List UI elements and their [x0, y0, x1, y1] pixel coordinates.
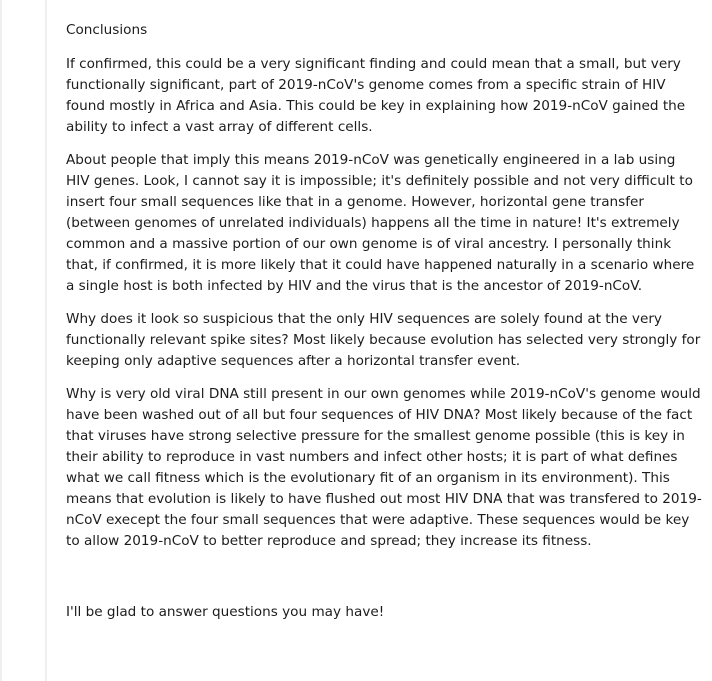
paragraph-spike-sites: Why does it look so suspicious that the only HIV sequences are solely found at the very functionally relevant spike sites? Most likely because evolution has selected very strongly for keeping only adaptive sequences after a horizontal transfer event. [66, 311, 701, 369]
comment-body [66, 20, 702, 635]
paragraph-viral-dna: Why is very old viral DNA still present in our own genomes while 2019-nCoV's genome would have been washed out of all but four sequences of HIV DNA? Most likely because of the fact that viruses have strong selective pressure for the smallest genome possible (this is key in their ability to reproduce in vast numbers and infect other hosts; it is part of what defines what we call fitness which is the evolutionary fit of an organism in its environment). This means that evolution is likely to have flushed out most HIV DNA that was transfered to 2019-nCoV execept the four small sequences that were adaptive. These sequences would be key to allow 2019-nCoV to better reproduce and spread; they increase its fitness. [66, 386, 702, 549]
thread-line-outer[interactable] [0, 0, 2, 681]
paragraph-finding: If confirmed, this could be a very significant finding and could mean that a small, but very functionally significant, part of 2019-nCoV's genome comes from a specific strain of HIV found mostly in Africa and Asia. This could be key in explaining how 2019-nCoV gained the ability to infect a vast array of different cells. [66, 56, 686, 135]
thread-line-inner[interactable] [45, 0, 47, 681]
section-heading: Conclusions [66, 22, 148, 38]
paragraph-engineering: About people that imply this means 2019-nCoV was genetically engineered in a lab using HIV genes. Look, I cannot say it is impossible; it's definitely possible and not very difficult to insert four small sequences like that in a genome. However, horizontal gene transfer (between genomes of unrelated individuals) happens all the time in nature! It's extremely common and a massive portion of our own genome is of viral ancestry. I personally think that, if confirmed, it is more likely that it could have happened naturally in a scenario where a single host is both infected by HIV and the virus that is the ancestor of 2019-nCoV. [66, 152, 695, 294]
closing-line: I'll be glad to answer questions you may have! [66, 604, 385, 620]
